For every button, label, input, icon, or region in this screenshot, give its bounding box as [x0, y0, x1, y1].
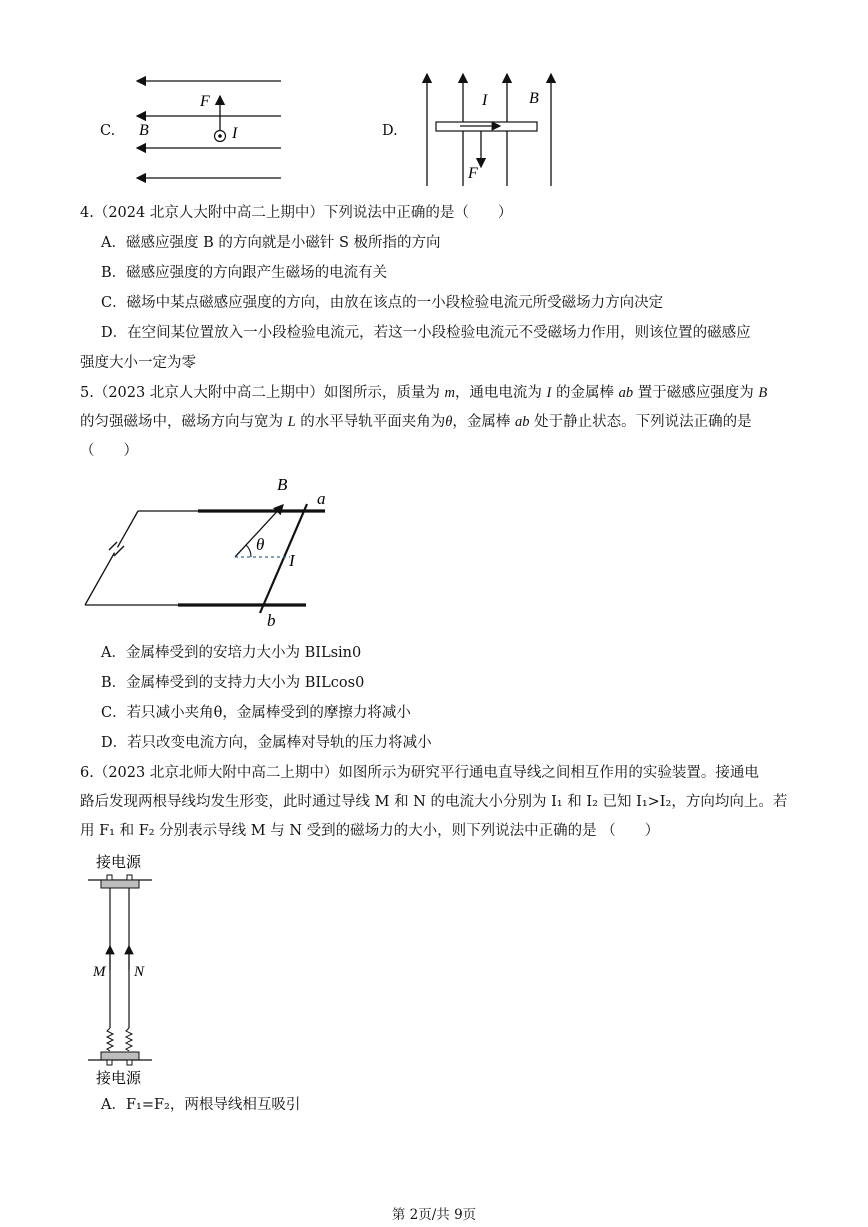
q5-stem-line1: 5.（2023 北京人大附中高二上期中）如图所示，质量为 m，通电电流为 I 的金属棒 ab 置于磁感应强度为 B — [80, 385, 768, 401]
q4-option-a: A．磁感应强度 B 的方向就是小磁针 S 极所指的方向 — [101, 235, 441, 251]
figure-option-c — [128, 70, 288, 190]
figure-q5-rails — [80, 470, 340, 630]
fig5-a-label: a — [317, 489, 326, 508]
fig6-m-label: M — [93, 964, 106, 980]
q5-stem-line2: 的匀强磁场中，磁场方向与宽为 L 的水平导轨平面夹角为θ，金属棒 ab 处于静止状态。下列说法正确的是 — [80, 414, 752, 430]
q4-option-c: C．磁场中某点磁感应强度的方向，由放在该点的一小段检验电流元所受磁场力方向决定 — [101, 295, 664, 311]
fig-c-f-label: F — [200, 93, 210, 110]
fig6-bottom-label: 接电源 — [96, 1069, 142, 1087]
fig6-top-label: 接电源 — [96, 853, 142, 871]
fig-d-i-label: I — [482, 92, 488, 109]
fig-c-i-label: I — [232, 125, 238, 142]
fig5-b-end-label: b — [267, 611, 276, 630]
q6-stem-line2: 路后发现两根导线均发生形变，此时通过导线 M 和 N 的电流大小分别为 I₁ 和 I₂ 已知 I₁>I₂，方向均向上。若 — [80, 794, 788, 810]
q5-stem-line3: （ ） — [80, 443, 138, 459]
page-footer: 第 2页/共 9页 — [391, 1207, 477, 1223]
q5-option-b: B．金属棒受到的支持力大小为 BILcos0 — [101, 675, 365, 691]
q6-option-a: A．F₁=F₂，两根导线相互吸引 — [101, 1097, 301, 1113]
q5-option-c: C．若只减小夹角θ，金属棒受到的摩擦力将减小 — [101, 705, 411, 721]
q4-option-d: D．在空间某位置放入一小段检验电流元，若这一小段检验电流元不受磁场力作用，则该位置的磁感应 — [101, 325, 751, 341]
q4-option-d-cont: 强度大小一定为零 — [80, 355, 196, 371]
fig-c-b-label: B — [139, 122, 149, 139]
q6-stem-line3: 用 F₁ 和 F₂ 分别表示导线 M 与 N 受到的磁场力的大小，则下列说法中正确的是 （ ） — [80, 823, 660, 839]
option-d-label: D. — [382, 123, 398, 139]
figure-q6-wires — [80, 850, 170, 1090]
q6-stem-line1: 6.（2023 北京北师大附中高二上期中）如图所示为研究平行通电直导线之间相互作用的实验装置。接通电 — [80, 765, 759, 781]
q5-option-a: A．金属棒受到的安培力大小为 BILsin0 — [101, 645, 362, 661]
fig-d-f-label: F — [468, 165, 478, 182]
fig5-i-label: I — [289, 551, 295, 570]
q4-stem: 4.（2024 北京人大附中高二上期中）下列说法中正确的是（ ） — [80, 205, 513, 221]
fig5-b-label: B — [277, 475, 288, 494]
fig6-n-label: N — [134, 964, 145, 980]
q4-option-b: B．磁感应强度的方向跟产生磁场的电流有关 — [101, 265, 388, 281]
option-c-label: C. — [100, 123, 116, 139]
figure-option-d — [410, 68, 560, 190]
fig5-theta-label: θ — [256, 535, 265, 554]
q5-option-d: D．若只改变电流方向，金属棒对导轨的压力将减小 — [101, 735, 432, 751]
fig-d-b-label: B — [529, 90, 539, 107]
